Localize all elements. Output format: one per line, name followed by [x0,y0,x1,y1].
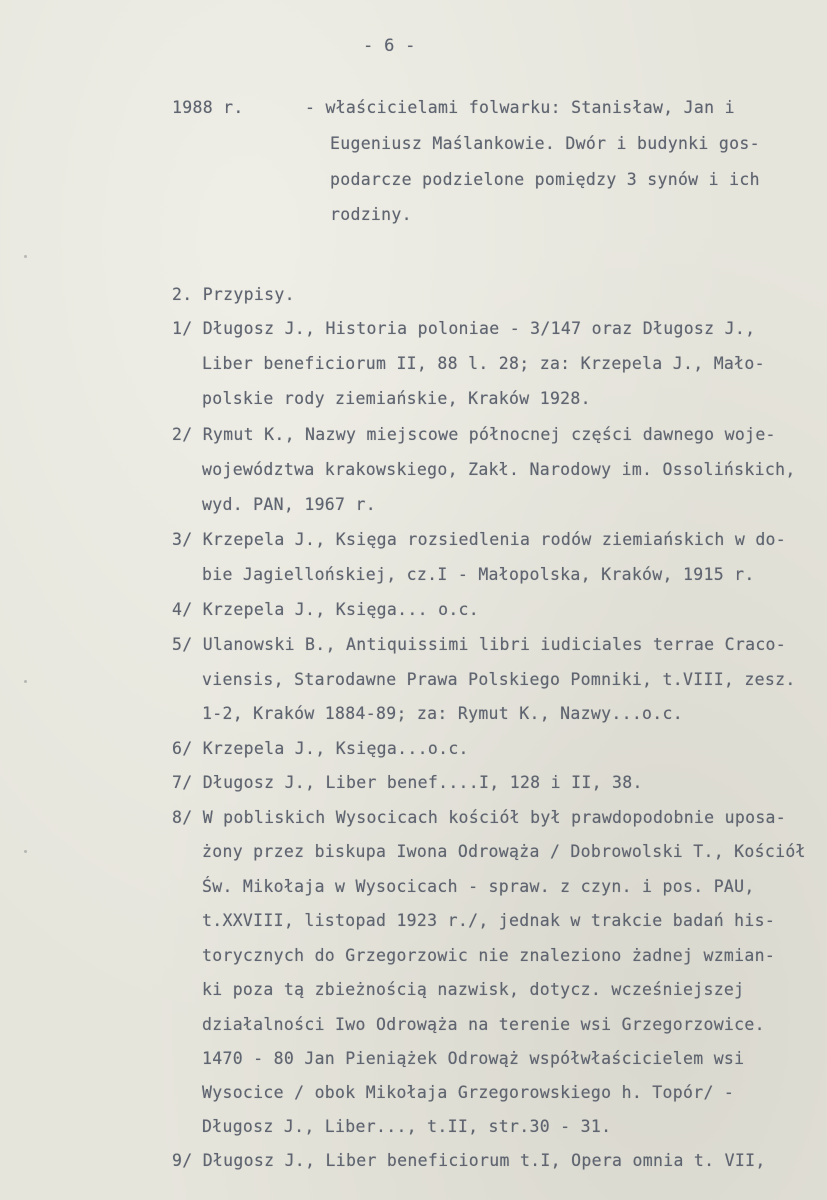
footnote-line: 2/ Rymut K., Nazwy miejscowe północnej części dawnego woje- [172,425,776,444]
entry-line: - właścicielami folwarku: Stanisław, Jan i [305,98,735,117]
footnote-line: 6/ Krzepela J., Księga...o.c. [172,739,469,758]
footnote-line: 5/ Ulanowski B., Antiquissimi libri iudiciales terrae Craco- [172,635,787,654]
footnote-line: wyd. PAN, 1967 r. [202,495,376,514]
footnote-line: Św. Mikołaja w Wysocicach - spraw. z czyn. i pos. PAU, [202,877,755,896]
footnote-line: Długosz J., Liber..., t.II, str.30 - 31. [202,1117,612,1136]
footnote-line: 4/ Krzepela J., Księga... o.c. [172,600,480,619]
footnote-line: bie Jagiellońskiej, cz.I - Małopolska, Kraków, 1915 r. [202,565,755,584]
footnote-line: Liber beneficiorum II, 88 l. 28; za: Krzepela J., Mało- [202,354,765,373]
footnote-line: t.XXVIII, listopad 1923 r./, jednak w trakcie badań his- [202,911,776,930]
footnote-line: 1470 - 80 Jan Pieniążek Odrowąż współwłaścicielem wsi [202,1049,745,1068]
footnote-line: żony przez biskupa Iwona Odrowąża / Dobrowolski T., Kościół [202,842,806,861]
footnote-line: 1/ Długosz J., Historia poloniae - 3/147 oraz Długosz J., [172,319,756,338]
punch-mark [24,850,27,853]
punch-mark [24,255,27,258]
footnote-line: ki poza tą zbieżnością nazwisk, dotycz. wcześniejszej [202,980,745,999]
punch-mark [24,680,27,683]
footnote-line: 7/ Długosz J., Liber benef....I, 128 i II, 38. [172,773,643,792]
footnote-line: 3/ Krzepela J., Księga rozsiedlenia rodów ziemiańskich w do- [172,530,787,549]
entry-year: 1988 r. [172,98,244,117]
section-heading: 2. Przypisy. [172,285,295,304]
footnote-line: Wysocice / obok Mikołaja Grzegorowskiego h. Topór/ - [202,1083,735,1102]
footnote-line: polskie rody ziemiańskie, Kraków 1928. [202,389,591,408]
entry-line: podarcze podzielone pomiędzy 3 synów i ich [330,170,760,189]
footnote-line: działalności Iwo Odrowąża na terenie wsi Grzegorzowice. [202,1015,765,1034]
entry-line: Eugeniusz Maślankowie. Dwór i budynki gos- [330,134,760,153]
footnote-line: torycznych do Grzegorzowic nie znaleziono żadnej wzmian- [202,946,776,965]
footnote-line: 9/ Długosz J., Liber beneficiorum t.I, Opera omnia t. VII, [172,1151,766,1170]
page-number: - 6 - [363,36,416,56]
footnote-line: 8/ W pobliskich Wysocicach kościół był prawdopodobnie uposa- [172,808,787,827]
footnote-line: 1-2, Kraków 1884-89; za: Rymut K., Nazwy...o.c. [202,704,683,723]
entry-line: rodziny. [330,205,412,224]
footnote-line: województwa krakowskiego, Zakł. Narodowy im. Ossolińskich, [202,460,796,479]
footnote-line: viensis, Starodawne Prawa Polskiego Pomniki, t.VIII, zesz. [202,670,796,689]
